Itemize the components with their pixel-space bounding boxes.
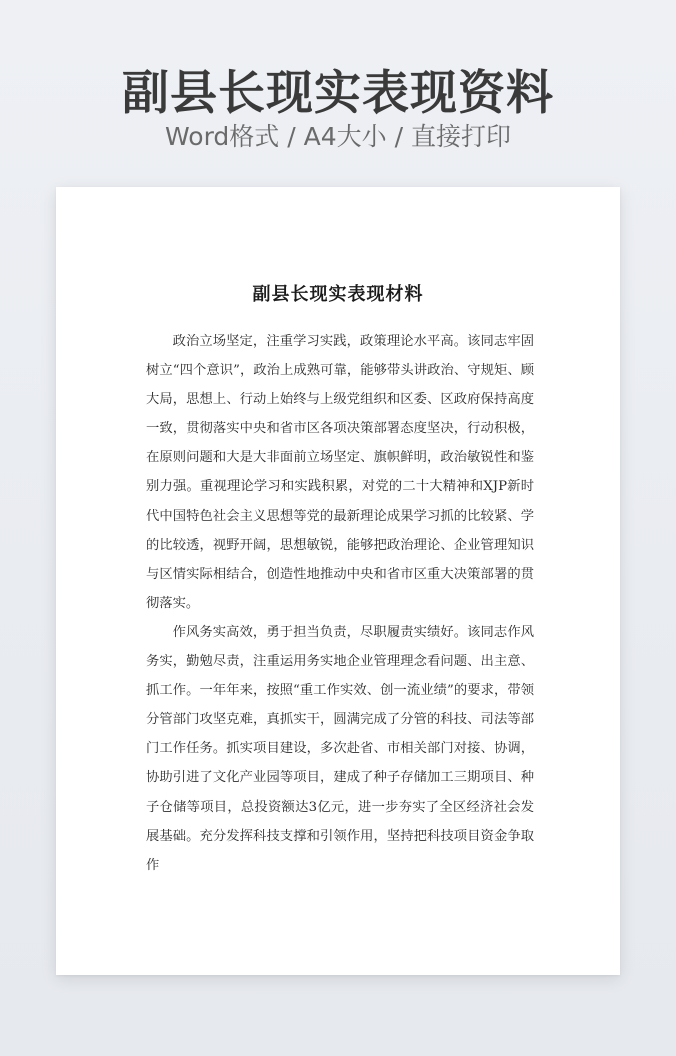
banner-title: 副县长现实表现资料 [122,66,554,121]
paragraph-political-stance: 政治立场坚定，注重学习实践，政策理论水平高。该同志牢固树立“四个意识”，政治上成熟可靠，能够带头讲政治、守规矩、顾大局，思想上、行动上始终与上级党组织和区委、区政府保持高度一致，贯彻落实中央和省市区各项决策部署态度坚决，行动积极，在原则问题和大是大非面前立场坚定、旗帜鲜明，政治敏锐性和鉴别力强。重视理论学习和实践积累，对党的二十大精神和XJP新时代中国特色社会主义思想等党的最新理论成果学习抓的比较紧、学的比较透，视野开阔，思想敏锐，能够把政治理论、企业管理知识与区情实际相结合，创造性地推动中央和省市区重大决策部署的贯彻落实。 [146,334,534,611]
document-title: 副县长现实表现材料 [252,284,424,305]
paragraph-work-style: 作风务实高效，勇于担当负责，尽职履责实绩好。该同志作风务实，勤勉尽责，注重运用务实地企业管理理念看问题、出主意、抓工作。一年年来，按照“重工作实效、创一流业绩”的要求，带领分管部门攻坚克难，真抓实干，圆满完成了分管的科技、司法等部门工作任务。抓实项目建设，多次赴省、市相关部门对接、协调，协助引进了文化产业园等项目，建成了种子存储加工三期项目、种子仓储等项目，总投资额达3亿元，进一步夯实了全区经济社会发展基础。充分发挥科技支撑和引领作用，坚持把科技项目资金争取作 [146,624,534,873]
document-body [146,327,534,880]
banner-subtitle: Word格式 / A4大小 / 直接打印 [165,122,511,151]
